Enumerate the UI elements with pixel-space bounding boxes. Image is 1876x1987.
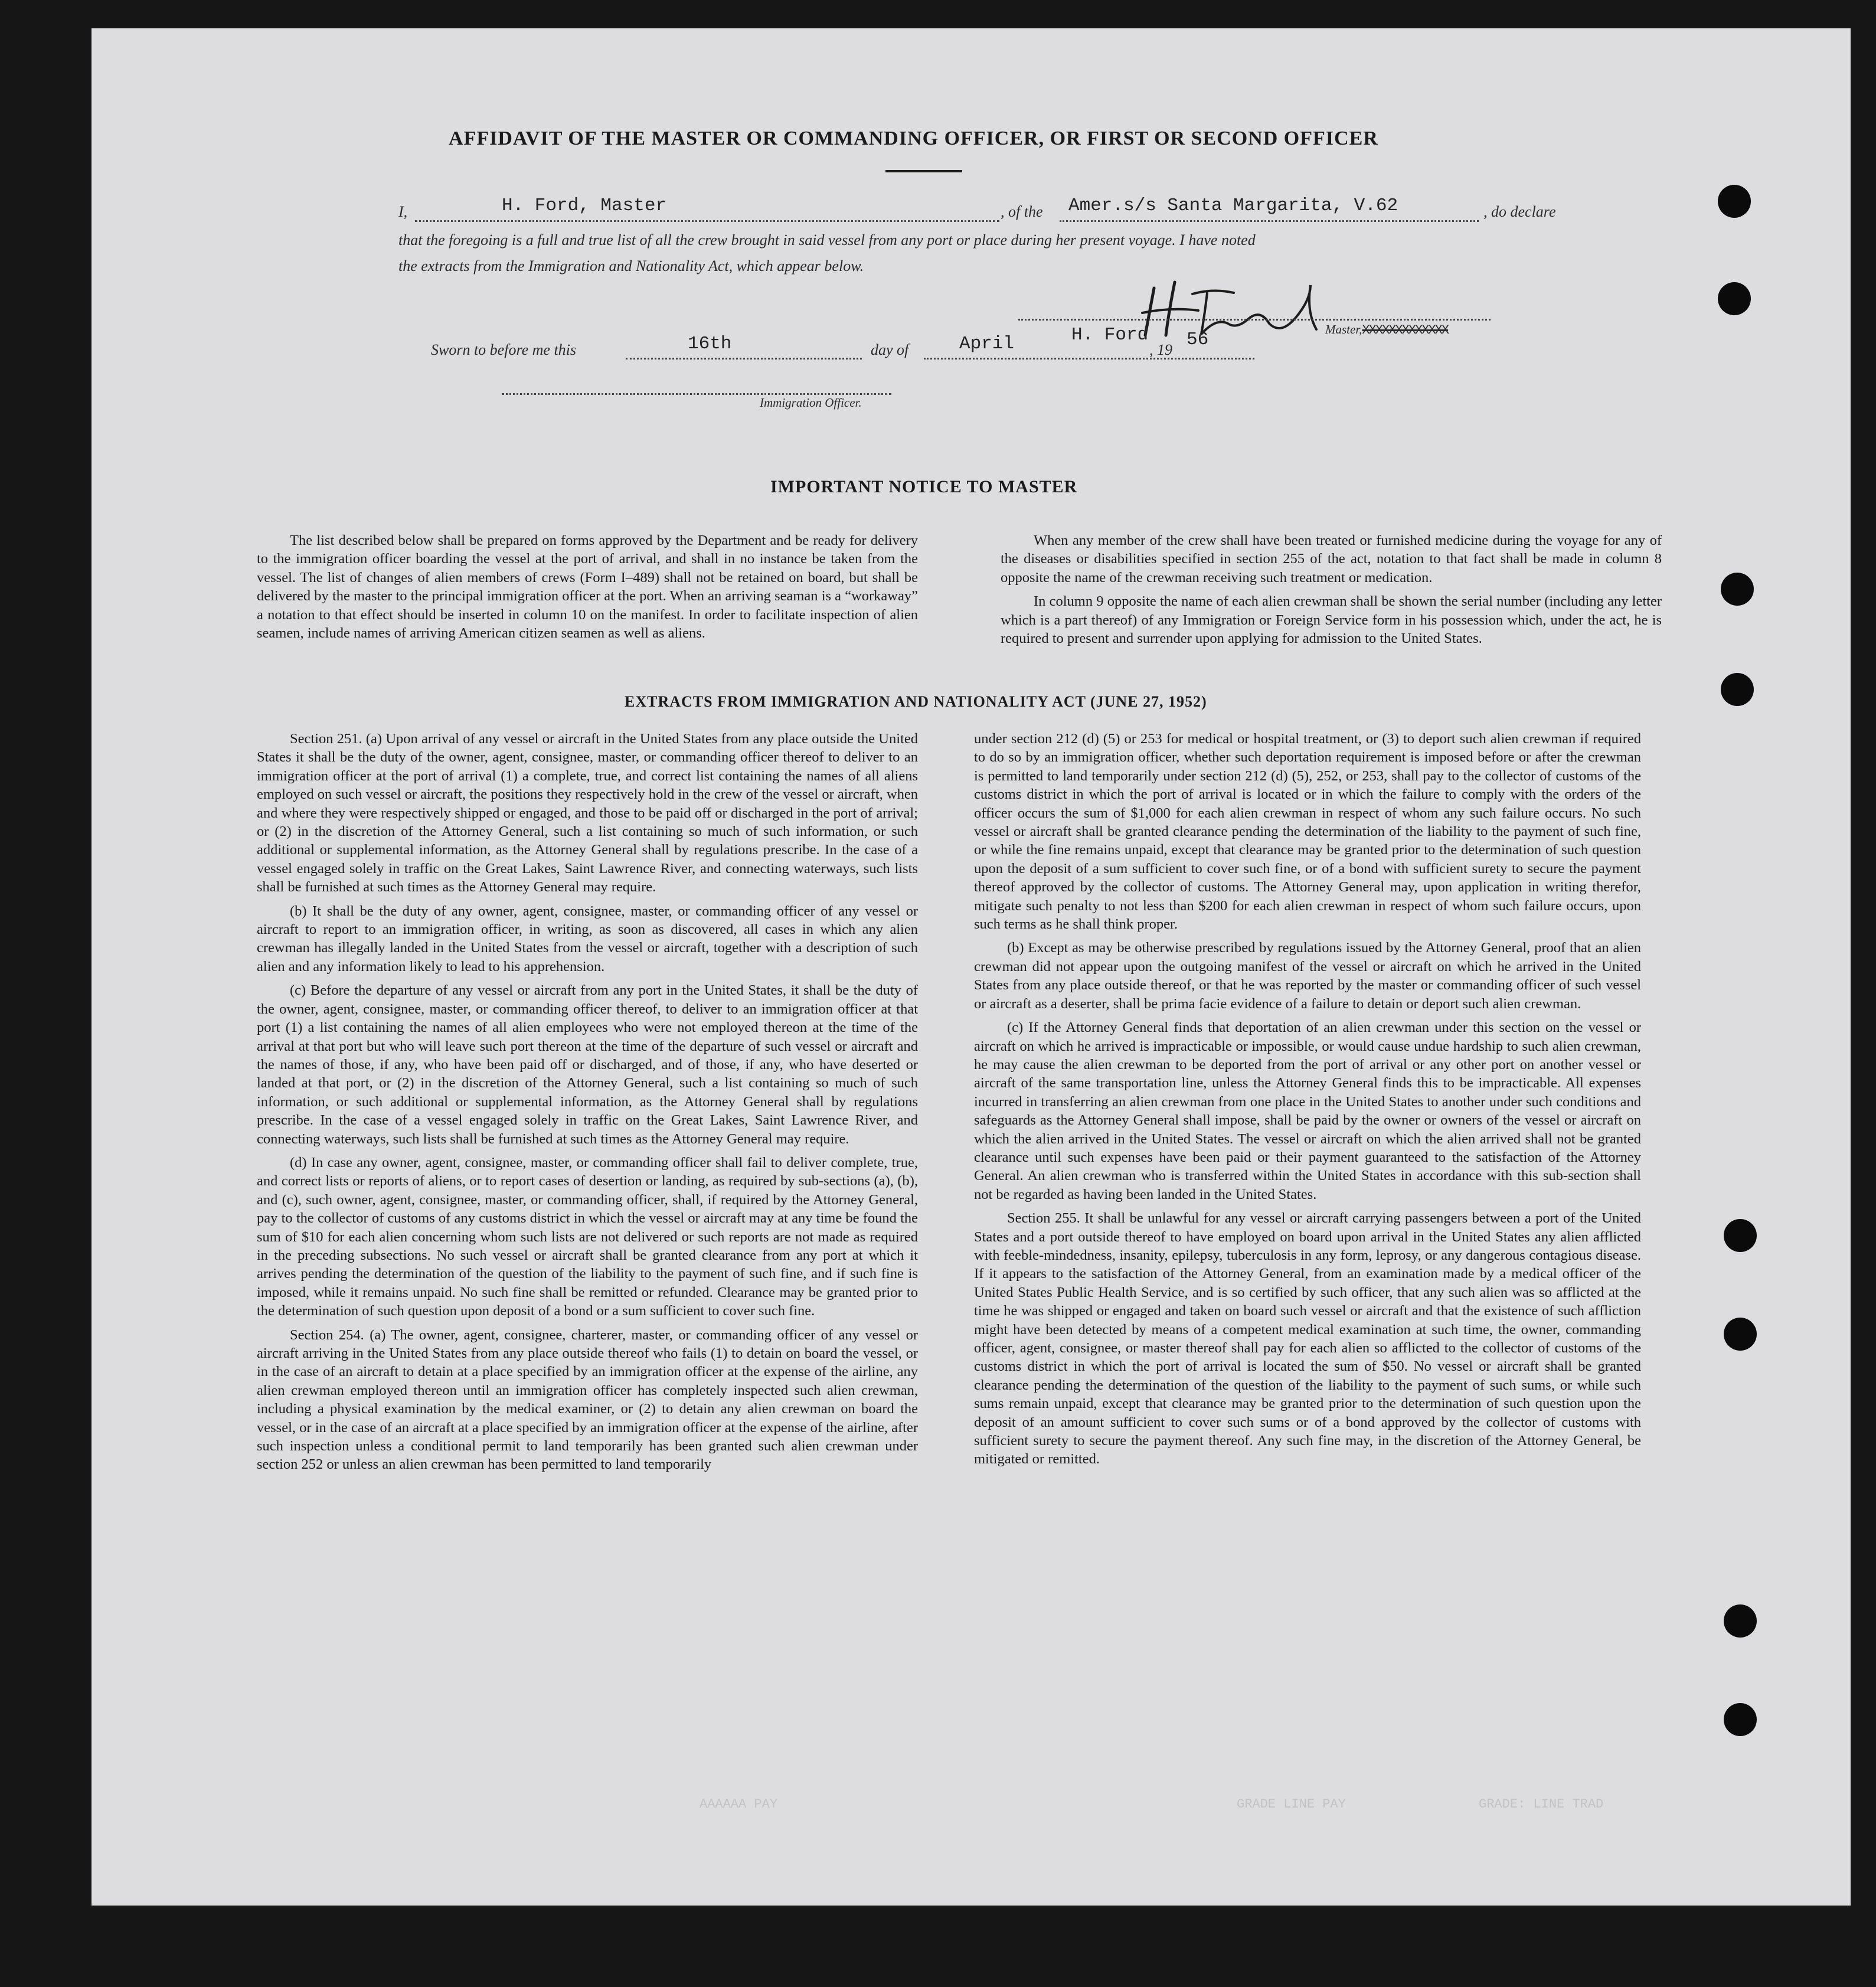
binder-hole [1718, 185, 1751, 218]
name-dotted-line [415, 220, 999, 222]
extracts-left-column [257, 730, 918, 1474]
officer-dotted-line [502, 393, 891, 395]
binder-hole [1724, 1219, 1757, 1252]
declaration-statement-line1: that the foregoing is a full and true list of all the crew brought in said vessel from any port or place during her present voyage. I have noted [398, 231, 1256, 249]
extracts-title: EXTRACTS FROM IMMIGRATION AND NATIONALITY ACT (JUNE 27, 1952) [625, 693, 1207, 710]
sworn-month-dotted-line [924, 358, 1254, 360]
title-rule [885, 170, 962, 172]
extracts-left-paragraph: (d) In case any owner, agent, consignee, master, or commanding officer shall fail to deliver complete, true, and correct lists or reports of aliens, or to report cases of desertion or landing, as required by sub-sections (a), (b), and (c), such owner, agent, consignee, master, or commanding officer, shall, if required by the Attorney General, pay to the collector of customs of any customs district in which the vessel or aircraft may at any time be found the sum of $10 for each alien concerning whom such lists are not delivered or such reports are not made as required in the preceding subsections. No such vessel or aircraft shall be granted clearance from any port at which it arrives pending the determination of the question of the liability to the payment of such fine, and if such fine is imposed, while it remains unpaid. No such fine shall be remitted or refunded. Clearance may be granted prior to the determination of such question upon deposit of a bond or a sum sufficient to cover such fine. [257, 1154, 918, 1319]
declaration-i-label: I, [398, 203, 408, 220]
of-the-label: , of the [1001, 203, 1043, 220]
binder-hole [1718, 282, 1751, 315]
binder-hole [1724, 1703, 1757, 1736]
extracts-left-paragraph: (c) Before the departure of any vessel or aircraft from any port in the United States, it shall be the duty of the owner, agent, consignee, master, or commanding officer thereof, to deliver to an immigration officer at that port (1) a list containing the names of all alien employees who were not employed thereon at the time of the arrival at that port but who will leave such port thereon at the time of the departure of such vessel or aircraft and the names of those, if any, who have been paid off or discharged, and of those, if any, who have deserted or landed at that port, or (2) in the discretion of the Attorney General, such a list containing so much of such information, or such additional or supplemental information, as the Attorney General shall by regulations prescribe. In the case of a vessel engaged solely in traffic on the Great Lakes, Saint Lawrence River, and connecting waterways, such lists shall be furnished at such times as the Attorney General may require. [257, 982, 918, 1147]
bleed-through-text: GRADE: LINE TRAD [1479, 1797, 1604, 1812]
sworn-day: 16th [688, 334, 732, 354]
struck-out-role: XXXXXXXXXXXXX [1362, 323, 1449, 338]
notice-right-paragraph: In column 9 opposite the name of each alien crewman shall be shown the serial number (including any letter which is a part thereof) of any Immigration or Foreign Service form in his possession which, under the act, he is required to present and surrender upon applying for admission to the United States. [1001, 593, 1662, 647]
extracts-right-paragraph: under section 212 (d) (5) or 253 for medical or hospital treatment, or (3) to deport such alien crewman if required to do so by an immigration officer, whether such deportation requirement is imposed before or after the crewman is permitted to land temporarily under section 212 (d) (5), 252, or 253, shall pay to the collector of customs of the customs district in which the port of arrival is located or in which the failure to comply with the orders of the officer occurs the sum of $1,000 for each alien crewman in respect of whom any such failure occurs. No such vessel or aircraft shall be granted clearance pending the determination of the liability to the payment of such fine, or while the fine remains unpaid, except that clearance may be granted prior to the determination of such question upon the deposit of a sum sufficient to cover such fine, or of a bond with sufficient surety to secure the payment thereof approved by the collector of customs. The Attorney General may, upon application in writing therefor, mitigate such penalty to not less than $200 for each alien crewman in respect of whom such failure occurs, upon such terms as he shall think proper. [974, 731, 1641, 933]
document-page [91, 28, 1851, 1906]
signature-dotted-line [1018, 319, 1491, 321]
binder-hole [1724, 1318, 1757, 1351]
bleed-through-text: AAAAAA PAY [700, 1797, 778, 1812]
day-of-label: day of [871, 341, 909, 358]
sworn-day-dotted-line [626, 358, 862, 360]
bleed-through-text: GRADE LINE PAY [1237, 1797, 1346, 1812]
extracts-right-column [974, 730, 1641, 1469]
extracts-left-paragraph: Section 251. (a) Upon arrival of any vessel or aircraft in the United States from any place outside the United States it shall be the duty of the owner, agent, consignee, master, or commanding officer thereof to deliver to an immigration officer at the port of arrival (1) a complete, true, and correct list containing the names of all aliens employed on such vessel or aircraft, the positions they respectively hold in the crew of the vessel or aircraft, when and where they were respectively shipped or engaged, and those to be paid off or discharged in the port of arrival; or (2) in the discretion of the Attorney General, such a list containing so much of such information, or such additional or supplemental information, as the Attorney General shall by regulations prescribe. In the case of a vessel engaged solely in traffic on the Great Lakes, Saint Lawrence River, and connecting waterways, such lists shall be furnished at such times as the Attorney General may require. [257, 731, 918, 896]
declarant-name: H. Ford, Master [502, 195, 667, 216]
year-prefix-label: , 19 [1149, 341, 1172, 358]
declaration-statement-line2: the extracts from the Immigration and Nationality Act, which appear below. [398, 257, 864, 274]
extracts-left-paragraph: (b) It shall be the duty of any owner, agent, consignee, master, or commanding officer of any vessel or aircraft to report to an immigration officer, in writing, as soon as discovered, all cases in which any alien crewman has illegally landed in the United States from the vessel or aircraft, together with a description of such alien and any information likely to lead to his apprehension. [257, 903, 918, 975]
vessel-name: Amer.s/s Santa Margarita, V.62 [1068, 195, 1398, 216]
notice-right-paragraph: When any member of the crew shall have been treated or furnished medicine during the voyage for any of the diseases or disabilities specified in section 255 of the act, notation to that fact shall be made in column 8 opposite the name of the crewman receiving such treatment or medication. [1001, 532, 1662, 586]
extracts-right-paragraph: (c) If the Attorney General finds that deportation of an alien crewman under this section on the vessel or aircraft on which he arrived is impracticable or impossible, or would cause undue hardship to such alien crewman, he may cause the alien crewman to be deported from the port of arrival or any other port on another vessel or aircraft of the same transportation line, unless the Attorney General finds this to be impracticable. All expenses incurred in transferring an alien crewman from one place in the United States to another under such conditions and safeguards as the Attorney General shall impose, shall be paid by the owner or owners of the vessel or aircraft on which the alien arrived in the United States. The vessel or aircraft on which the alien arrived shall not be granted clearance until such expenses have been paid or their payment guaranteed to the satisfaction of the Attorney General. An alien crewman who is transferred within the United States in accordance with this sub-section shall not be regarded as having been landed in the United States. [974, 1019, 1641, 1202]
signature-role-label [1325, 322, 1448, 338]
immigration-officer-label: Immigration Officer. [760, 396, 862, 410]
extracts-right-paragraph: Section 255. It shall be unlawful for any vessel or aircraft carrying passengers between a port of the United States and a port outside thereof to have employed on board upon arrival in the United States any alien afflicted with feeble-mindedness, insanity, epilepsy, tuberculosis in any form, leprosy, or any dangerous contagious disease. If it appears to the satisfaction of the Attorney General, from an examination made by a medical officer of the United States Public Health Service, and is so certified by such officer, that any such alien was so afflicted at the time he was shipped or engaged and taken on board such vessel or aircraft and that the existence of such affliction might have been detected by means of a competent medical examination at such time, the owner, commanding officer, agent, consignee, or master thereof shall pay for each alien so afflicted to the collector of customs of the customs district in which the port of arrival is located the sum of $50. No vessel or aircraft shall be granted clearance pending the determination of the question of the liability to the payment of such sums, or while such sums remain unpaid, except that clearance may be granted prior to the determination of such question upon the deposit of an amount sufficient to cover such sums or of a bond approved by the collector of customs with sufficient surety to secure the payment thereof. Any such fine may, in the discretion of the Attorney General, be mitigated or remitted. [974, 1210, 1641, 1468]
affidavit-title: AFFIDAVIT OF THE MASTER OR COMMANDING OFFICER, OR FIRST OR SECOND OFFICER [449, 128, 1378, 149]
binder-hole [1721, 673, 1754, 706]
signer-typed-name: H. Ford [1071, 325, 1149, 345]
sworn-year: 56 [1187, 329, 1209, 350]
sworn-label: Sworn to before me this [431, 341, 577, 358]
sworn-month: April [959, 334, 1015, 354]
master-label: Master, [1325, 322, 1362, 336]
extracts-right-paragraph: (b) Except as may be otherwise prescribed by regulations issued by the Attorney General, proof that an alien crewman did not appear upon the outgoing manifest of the vessel or aircraft on which he arrived in the United States from any place outside thereof, or that he was reported by the master or commanding officer of such vessel or aircraft as a deserter, shall be prima facie evidence of a failure to detain or deport such alien crewman. [974, 940, 1641, 1012]
notice-left-paragraph: The list described below shall be prepared on forms approved by the Department and be ready for delivery to the immigration officer boarding the vessel at the port of arrival, and shall in no instance be taken from the vessel. The list of changes of alien members of crews (Form I–489) shall not be retained on board, but shall be delivered by the master to the principal immigration officer at the port. When an arriving seaman is a “workaway” a notation to that effect should be inserted in column 10 on the manifest. In order to facilitate inspection of alien seamen, include names of arriving American citizen seamen as well as aliens. [257, 532, 918, 642]
do-declare-label: , do declare [1483, 203, 1556, 220]
notice-left-column [257, 531, 918, 642]
binder-hole [1724, 1604, 1757, 1638]
vessel-dotted-line [1060, 220, 1479, 222]
extracts-left-paragraph: Section 254. (a) The owner, agent, consignee, charterer, master, or commanding officer of any vessel or aircraft arriving in the United States from any place outside thereof who fails (1) to detain on board the vessel, or in the case of an aircraft to detain at a place specified by an immigration officer at the expense of the airline, any alien crewman employed thereon until an immigration officer has completely inspected such alien crewman, including a physical examination by the medical examiner, or (2) to detain any alien crewman on board the vessel, or in the case of an aircraft at a place specified by an immigration officer at the expense of the airline, after such inspection unless a conditional permit to land temporarily has been granted such alien crewman under section 252 or unless an alien crewman has been permitted to land temporarily [257, 1326, 918, 1473]
notice-right-column [1001, 531, 1662, 648]
notice-title: IMPORTANT NOTICE TO MASTER [770, 477, 1078, 496]
binder-hole [1721, 573, 1754, 606]
